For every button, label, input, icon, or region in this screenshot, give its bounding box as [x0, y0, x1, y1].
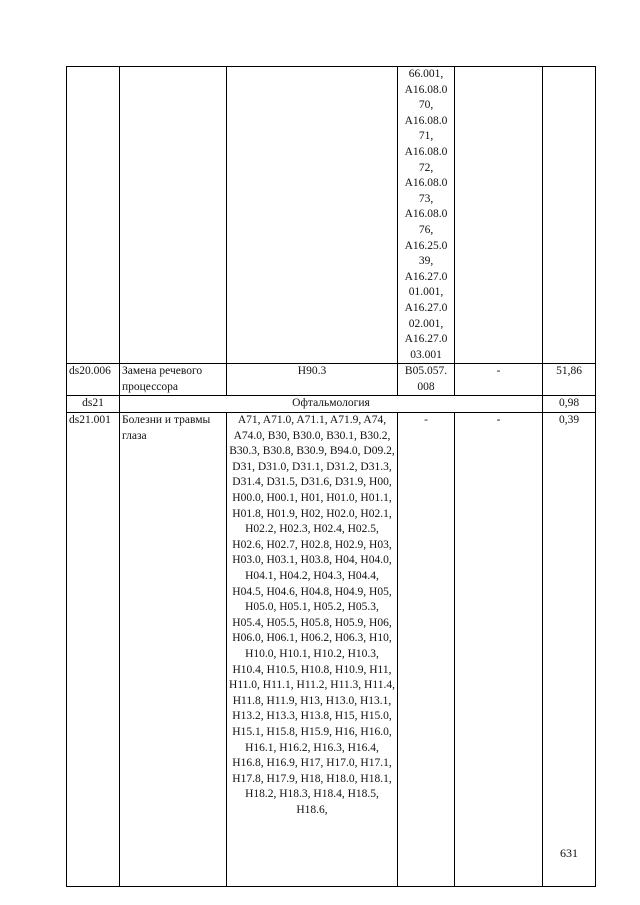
cell-name — [120, 67, 227, 364]
cell-coef: 0,98 — [543, 396, 596, 413]
cell-code: ds21 — [67, 396, 120, 413]
cell-code — [67, 67, 120, 364]
cell-name: Болезни и травмы глаза — [120, 413, 227, 887]
page-number: 631 — [560, 846, 578, 860]
cell-code: ds21.001 — [67, 413, 120, 887]
cell-other: - — [455, 364, 543, 396]
cell-services: - — [398, 413, 455, 887]
cell-diagnoses: H90.3 — [227, 364, 398, 396]
cell-diagnoses: A71, A71.0, A71.1, A71.9, A74, A74.0, B30, B30.0, B30.1, B30.2, B30.3, B30.8, B30.9, B94.0, D09.2, D31, D31.0, D31.1, D31.2, D31.3, D31.4, D31.5, D31.6, D31.9, H00, H00.0, H00.1, H01, H01.0, H01.1, H01.8, H01.9, H02, H02.0, H02.1, H02.2, H02.3, H02.4, H02.5, H02.6, H02.7, H02.8, H02.9, H03, H03.0, H03.1, H03.8, H04, H04.0, H04.1, H04.2, H04.3, H04.4, H04.5, H04.6, H04.8, H04.9, H05, H05.0, H05.1, H05.2, H05.3, H05.4, H05.5, H05.8, H05.9, H06, H06.0, H06.1, H06.2, H06.3, H10, H10.0, H10.1, H10.2, H10.3, H10.4, H10.5, H10.8, H10.9, H11, H11.0, H11.1, H11.2, H11.3, H11.4, H11.8, H11.9, H13, H13.0, H13.1, H13.2, H13.3, H13.8, H15, H15.0, H15.1, H15.8, H15.9, H16, H16.0, H16.1, H16.2, H16.3, H16.4, H16.8, H16.9, H17, H17.0, H17.1, H17.8, H17.9, H18, H18.0, H18.1, H18.2, H18.3, H18.4, H18.5, H18.6, — [227, 413, 398, 887]
cell-code: ds20.006 — [67, 364, 120, 396]
section-row — [67, 396, 596, 413]
cell-other — [455, 67, 543, 364]
cell-name: Замена речевого процессора — [120, 364, 227, 396]
table-row — [67, 67, 596, 364]
cell-services: 66.001, A16.08.0 70, A16.08.0 71, A16.08.0 72, A16.08.0 73, A16.08.0 76, A16.25.0 39, A16.27.0 01.001, A16.27.0 02.001, A16.27.0 03.001 — [398, 67, 455, 364]
section-title: Офтальмология — [120, 396, 543, 413]
cell-services: B05.057. 008 — [398, 364, 455, 396]
cell-coef: 51,86 — [543, 364, 596, 396]
cell-diagnoses — [227, 67, 398, 364]
tariff-table — [66, 66, 596, 887]
cell-other: - — [455, 413, 543, 887]
table-row — [67, 364, 596, 396]
table-row — [67, 413, 596, 887]
cell-coef: 0,39 — [543, 413, 596, 887]
cell-coef — [543, 67, 596, 364]
